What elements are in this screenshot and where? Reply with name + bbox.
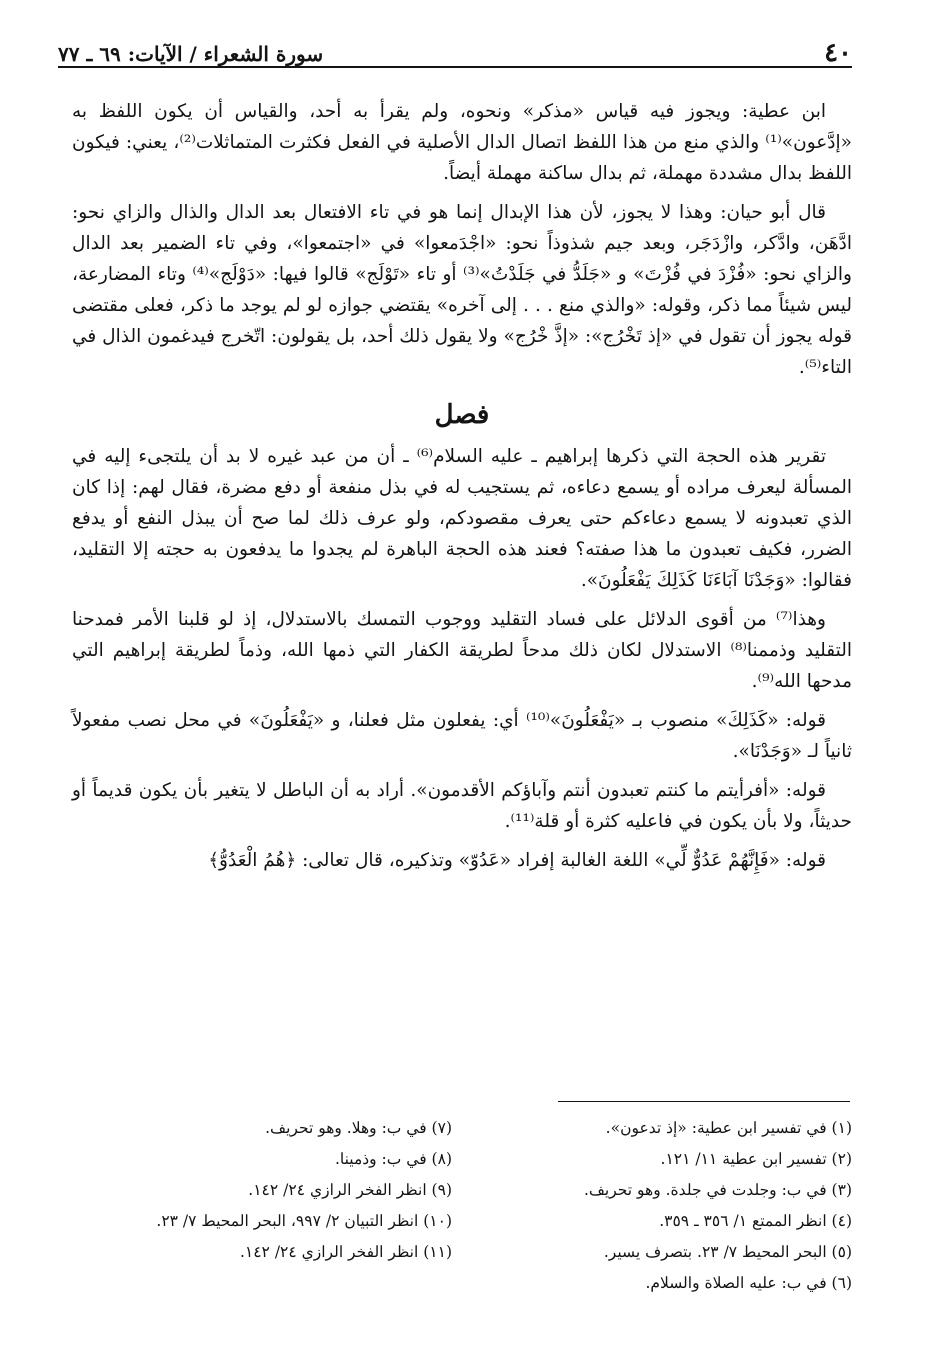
footnote: (١) في تفسير ابن عطية: «إذ تدعون». xyxy=(605,1119,852,1137)
paragraph-kadhalika: قوله: «كَذَلِكَ» منصوب بـ «يَفْعَلُونَ»⁽¹⁰⁾ أي: يفعلون مثل فعلنا، و «يَفْعَلُونَ» في محل نصب مفعولاً ثانياً لـ «وَجَدْنَا». xyxy=(72,710,852,762)
footnote: (٥) البحر المحيط ٧/ ٢٣. بتصرف يسير. xyxy=(603,1243,852,1261)
footnotes-left-column xyxy=(62,1113,452,1268)
footnote: (٧) في ب: وهلا. وهو تحريف. xyxy=(265,1119,452,1137)
page-header xyxy=(58,36,852,68)
footnote: (١٠) انظر التبيان ٢/ ٩٩٧، البحر المحيط ٧/ ٢٣. xyxy=(156,1212,452,1230)
footnote: (٩) انظر الفخر الرازي ٢٤/ ١٤٢. xyxy=(248,1181,452,1199)
footnote-separator xyxy=(558,1101,850,1102)
paragraph-aduwwun: قوله: «فَإِنَّهُمْ عَدُوٌّ لِّي» اللغة الغالبة إفراد «عَدُوّ» وتذكيره، قال تعالى: ﴿هُمُ الْعَدُوُّ﴾ xyxy=(208,850,826,871)
paragraph-ibn-atiyya: ابن عطية: ويجوز فيه قياس «مذكر» ونحوه، ولم يقرأ به أحد، والقياس أن يكون اللفظ به «إدَّعون»⁽¹⁾ والذي منع من هذا اللفظ اتصال الدال الأصلية في الفعل فكثرت المتماثلات⁽²⁾، يعني: فيكون اللفظ بدال مشددة مهملة، ثم بدال ساكنة مهملة أيضاً. xyxy=(72,101,852,184)
footnote: (٢) تفسير ابن عطية ١١/ ١٢١. xyxy=(660,1150,852,1168)
paragraph-afaraaytum: قوله: «أفرأيتم ما كنتم تعبدون أنتم وآباؤكم الأقدمون». أراد به أن الباطل لا يتغير بأن يكون قديماً أو حديثاً، ولا بأن يكون في فاعليه كثرة أو قلة⁽¹¹⁾. xyxy=(72,780,852,832)
section-heading: فصل xyxy=(434,400,490,430)
footnote: (٣) في ب: وجلدت في جلدة. وهو تحريف. xyxy=(583,1181,852,1199)
main-text xyxy=(72,96,852,884)
footnote: (٨) في ب: وذمينا. xyxy=(334,1150,452,1168)
footnote: (٦) في ب: عليه الصلاة والسلام. xyxy=(645,1274,852,1292)
running-title: سورة الشعراء / الآيات: ٦٩ ـ ٧٧ xyxy=(58,42,324,66)
footnote: (١١) انظر الفخر الرازي ٢٤/ ١٤٢. xyxy=(239,1243,452,1261)
paragraph-argument: تقرير هذه الحجة التي ذكرها إبراهيم ـ عليه السلام⁽⁶⁾ ـ أن من عبد غيره لا بد أن يلتجىء إليه في المسألة ليعرف مراده أو يسمع دعاءه، ثم يستجيب له في بذل منفعة أو دفع مضرة، فقال لهم: إذا كان الذي تعبدونه لا يسمع دعاءكم حتى يعرف مقصودكم، ولو عرف ذلك لما صح أن يبذل النفع أو يدفع الضرر، فكيف تعبدون ما هذا صفته؟ فعند هذه الحجة الباهرة لم يجدوا ما يدفعون به حجته إلا التقليد، فقالوا: «وَجَدْنَا آبَاءَنَا كَذَلِكَ يَفْعَلُونَ». xyxy=(72,446,852,591)
footnote: (٤) انظر الممتع ١/ ٣٥٦ ـ ٣٥٩. xyxy=(659,1212,852,1230)
page-number: ٤٠ xyxy=(824,38,852,68)
footnotes-right-column xyxy=(452,1113,852,1299)
paragraph-abu-hayyan: قال أبو حيان: وهذا لا يجوز، لأن هذا الإبدال إنما هو في تاء الافتعال بعد الدال والذال والزاي نحو: ادَّهَن، وادَّكر، وازْدَجَر، وبعد جيم شذوذاً نحو: «اجْدَمعوا» في «اجتمعوا»، وفي تاء الضمير بعد الدال والزاي نحو: «فُزْدَ في فُزْتَ» و «جَلَدُّ في جَلَدْتُ»⁽³⁾ أو تاء «تَوْلَج» قالوا فيها: «دَوْلَج»⁽⁴⁾ وتاء المضارعة، ليس شيئاً مما ذكر، وقوله: «والذي منع . . . إلى آخره» يقتضي جوازه لو لم يوجد ما ذكر، فعلى مقتضى قوله يجوز أن تقول في «إذ تَخْرُج»: «إذَّ خْرُج» ولا يقول ذلك أحد، بل يقولون: اتّخرج فيدغمون الذال في التاء⁽⁵⁾. xyxy=(72,202,852,378)
paragraph-taqlid: وهذا⁽⁷⁾ من أقوى الدلائل على فساد التقليد ووجوب التمسك بالاستدلال، إذ لو قلبنا الأمر فمدحنا التقليد وذممنا⁽⁸⁾ الاستدلال لكان ذلك مدحاً لطريقة الكفار التي ذمها الله، وذماً لطريقة إبراهيم التي مدحها الله⁽⁹⁾. xyxy=(72,609,852,692)
